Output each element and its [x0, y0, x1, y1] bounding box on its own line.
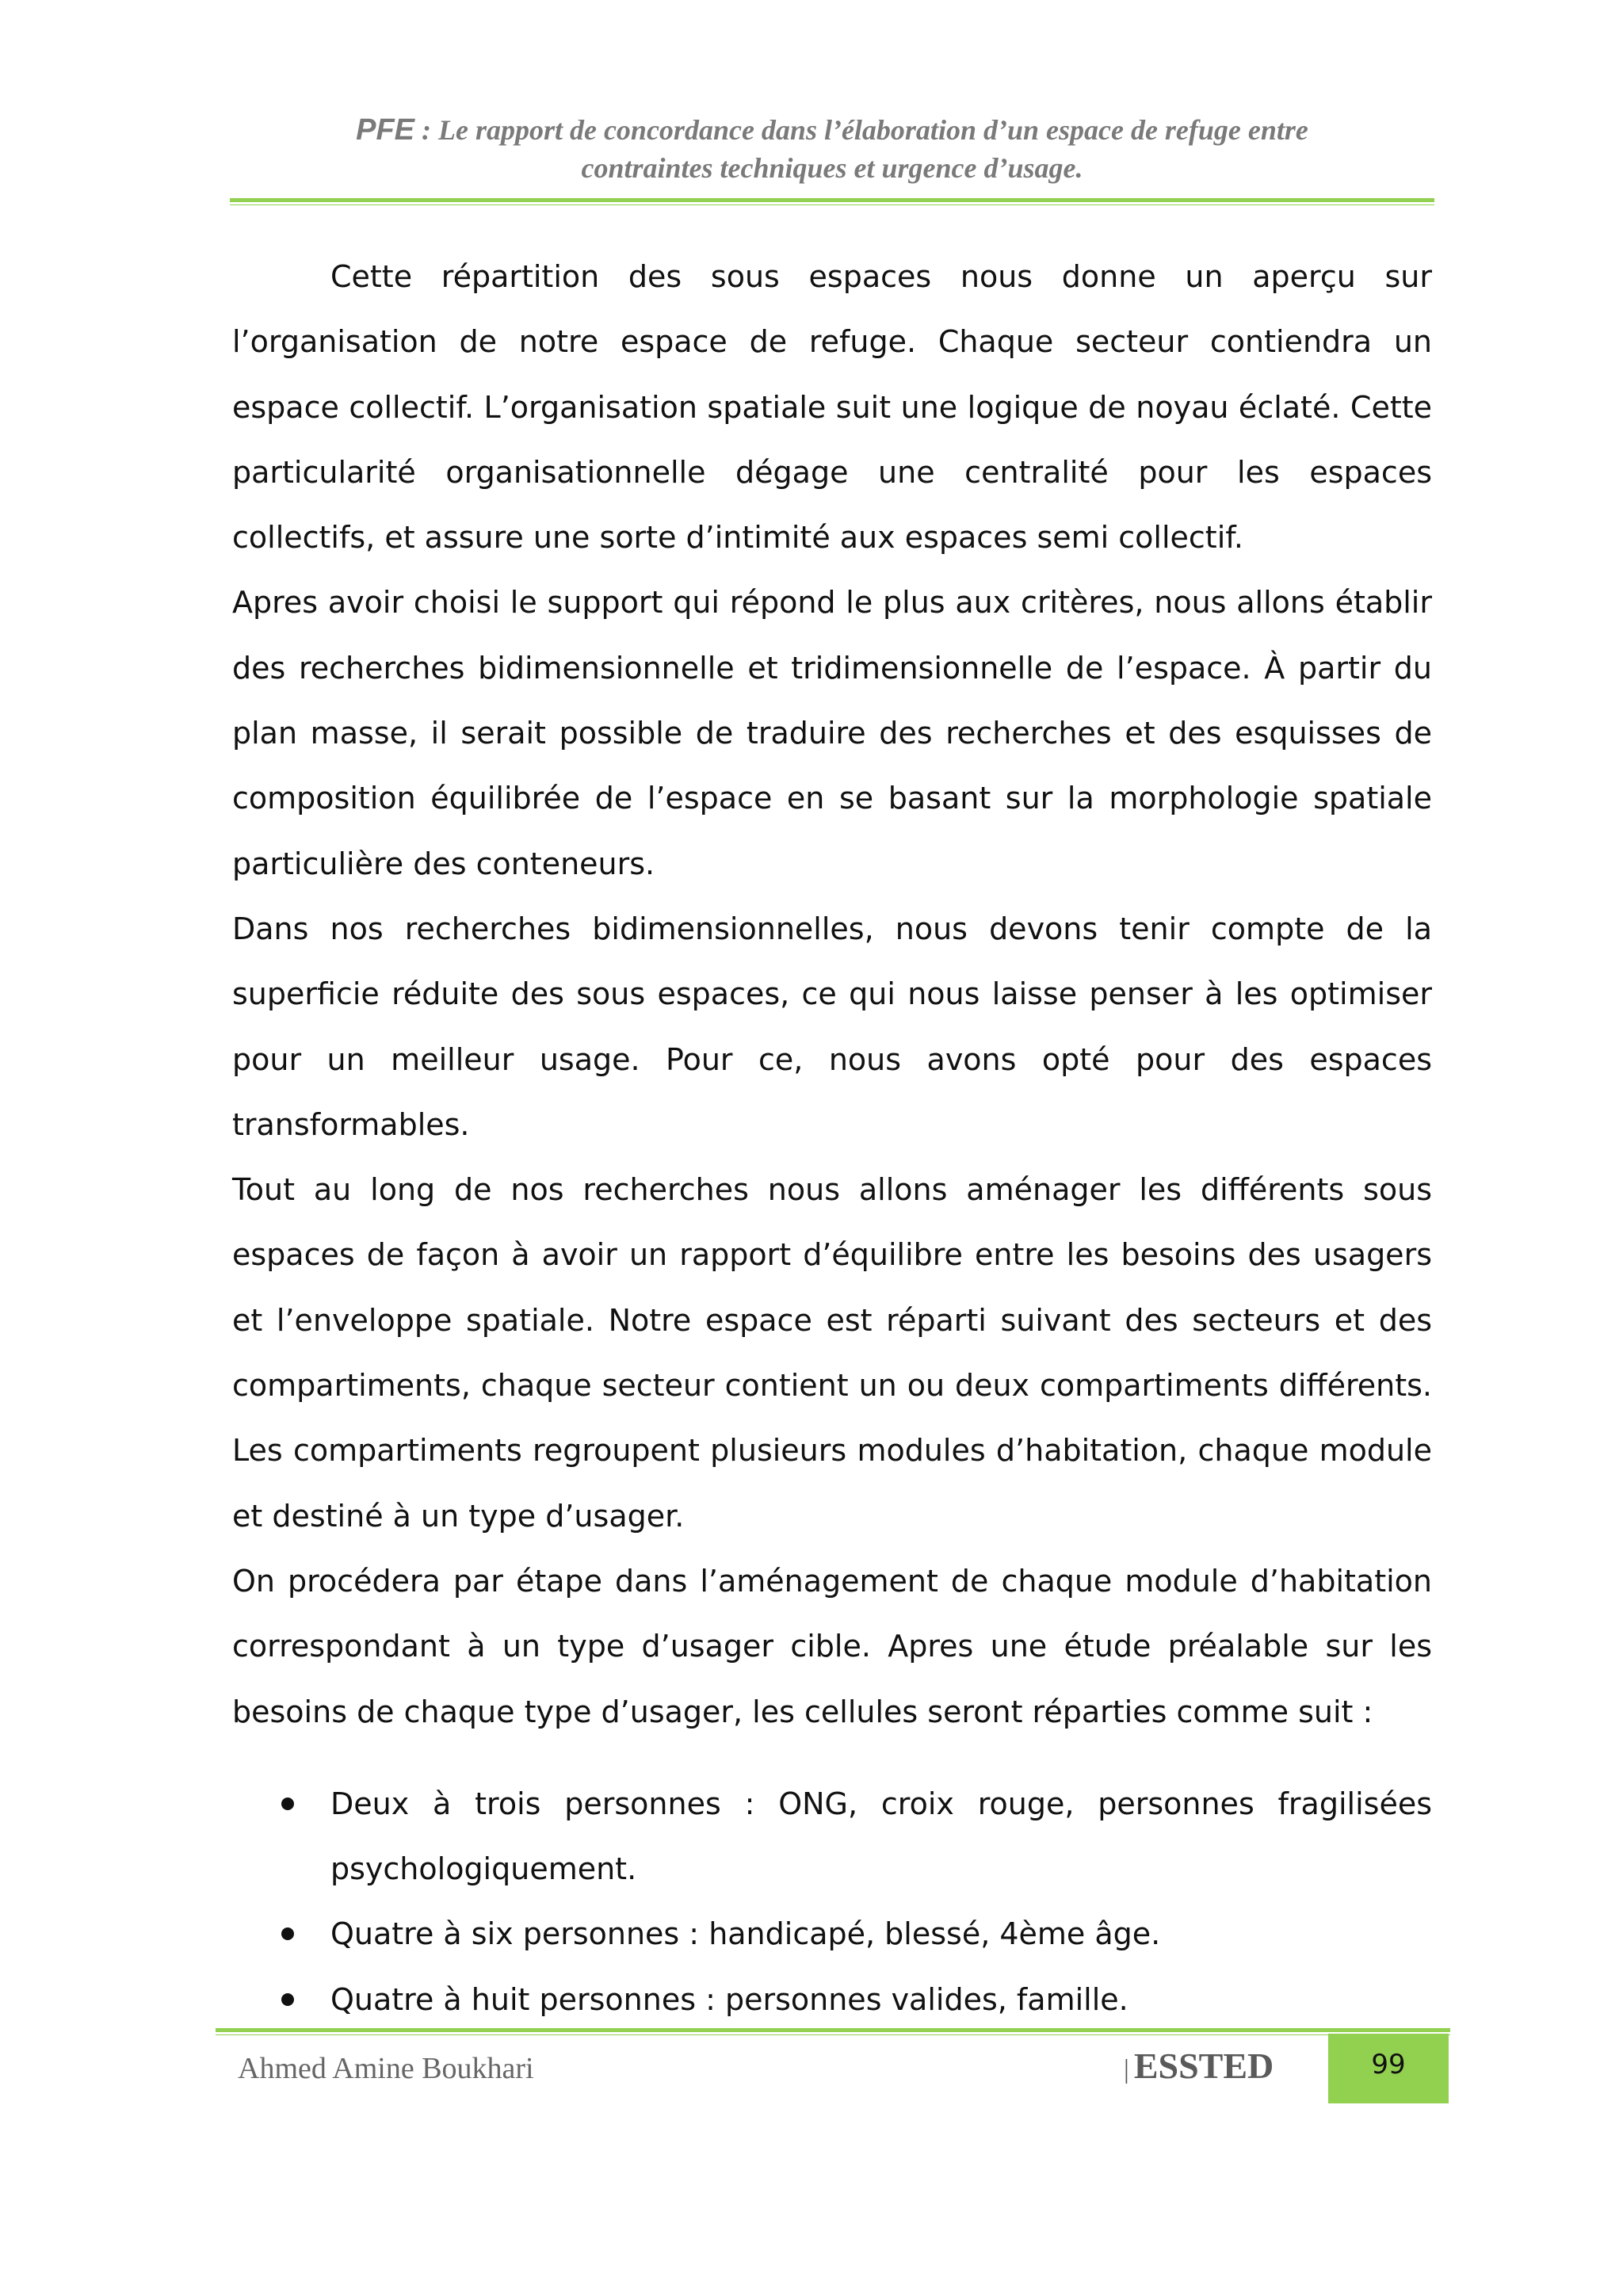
bullet-dot-icon — [281, 1927, 294, 1940]
list-item — [232, 1771, 1432, 1902]
paragraph-2: Apres avoir choisi le support qui répond le plus aux critères, nous allons établir des recherches bidimensionnelle et tridimensionnelle de l’espace. À partir du plan masse, il serait possible de traduire des recherches et des esquisses de composition équilibrée de l’espace en se basant sur la morphologie spatiale particulière des conteneurs. — [232, 585, 1432, 881]
header-title-text: : Le rapport de concordance dans l’élaboration d’un espace de refuge entre — [414, 114, 1308, 146]
header-pfe-label: PFE — [356, 113, 414, 147]
list-item — [232, 1967, 1432, 2032]
page-number-badge — [1328, 2034, 1449, 2103]
list-item-text: Quatre à six personnes : handicapé, blessé, 4ème âge. — [330, 1916, 1161, 1952]
page-header — [230, 111, 1434, 187]
paragraph-4: Tout au long de nos recherches nous allons aménager les différents sous espaces de façon à avoir un rapport d’équilibre entre les besoins des usagers et l’enveloppe spatiale. Notre espace est réparti suivant des secteurs et des compartiments, chaque secteur contient un ou deux compartiments différents. Les compartiments regroupent plusieurs modules d’habitation, chaque module et destiné à un type d’usager. — [232, 1172, 1432, 1534]
paragraph-3: Dans nos recherches bidimensionnelles, nous devons tenir compte de la superficie réduite des sous espaces, ce qui nous laisse penser à les optimiser pour un meilleur usage. Pour ce, nous avons opté pour des espaces transformables. — [232, 911, 1432, 1142]
body-text — [232, 244, 1432, 2032]
footer-school-name: ESSTED — [1133, 2046, 1274, 2086]
footer-school — [1124, 2045, 1274, 2087]
footer-divider — [216, 2028, 1450, 2035]
header-divider — [230, 198, 1434, 205]
bullet-dot-icon — [281, 1993, 294, 2006]
page-number: 99 — [1371, 2049, 1406, 2080]
footer-separator: | — [1124, 2055, 1129, 2084]
paragraph-1: Cette répartition des sous espaces nous donne un aperçu sur l’organisation de notre espace de refuge. Chaque secteur contiendra un espace collectif. L’organisation spatiale suit une logique de noyau éclaté. Cette particularité organisationnelle dégage une centralité pour les espaces collectifs, et assure une sorte d’intimité aux espaces semi collectif. — [232, 259, 1432, 556]
list-item — [232, 1901, 1432, 1966]
list-item-text: Deux à trois personnes : ONG, croix rouge, personnes fragilisées psychologiquement. — [330, 1786, 1432, 1887]
bullet-list — [232, 1771, 1432, 2032]
header-title-line-1 — [230, 111, 1434, 149]
paragraph-5: On procédera par étape dans l’aménagement de chaque module d’habitation correspondant à un type d’usager cible. Apres une étude préalable sur les besoins de chaque type d’usager, les cellules seront réparties comme suit : — [232, 1563, 1432, 1729]
bullet-dot-icon — [281, 1797, 294, 1810]
footer-author: Ahmed Amine Boukhari — [238, 2052, 534, 2085]
list-item-text: Quatre à huit personnes : personnes valides, famille. — [330, 1981, 1128, 2017]
header-title-line-2: contraintes techniques et urgence d’usage. — [581, 152, 1083, 184]
